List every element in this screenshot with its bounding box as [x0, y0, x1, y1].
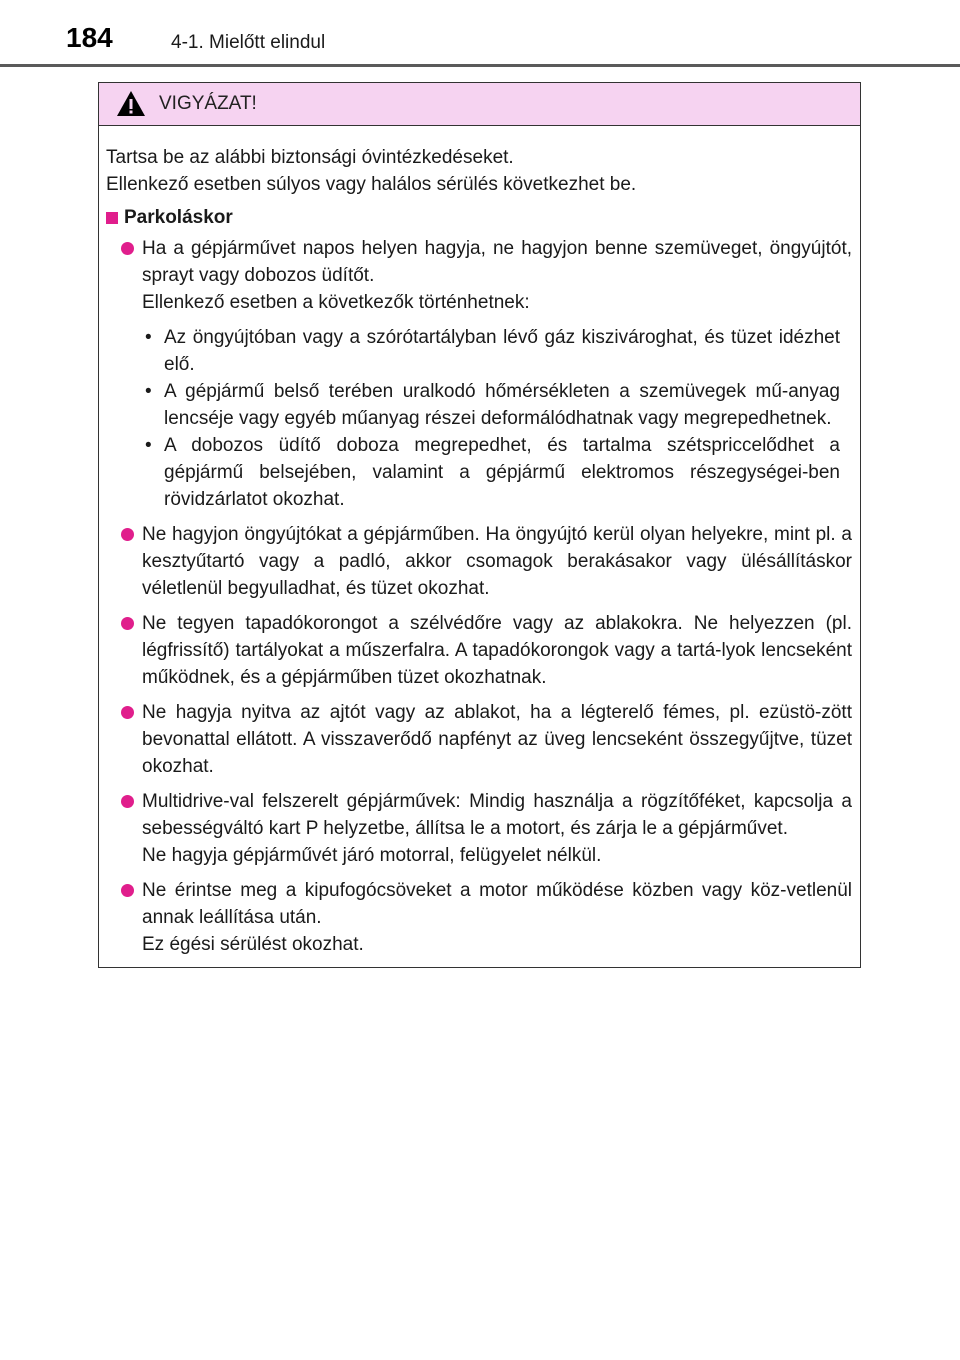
round-bullet-icon	[121, 795, 134, 808]
caution-intro	[106, 144, 852, 198]
intro-line-1: Tartsa be az alábbi biztonsági óvintézkedéseket.	[106, 147, 514, 168]
caution-title: VIGYÁZAT!	[159, 93, 257, 114]
warning-triangle-icon	[116, 90, 146, 117]
list-item-text: Az öngyújtóban vagy a szórótartályban lévő gáz kiszivároghat, és tüzet idézhet elő.	[164, 327, 840, 375]
caution-item-3	[106, 610, 852, 691]
item-1-bullet-list	[142, 324, 852, 513]
item-3-text: Ne tegyen tapadókorongot a szélvédőre vagy az ablakokra. Ne helyezzen (pl. légfrissítő) tartályokat a műszerfalra. A tapadókorongok vagy a tartá-lyok lencseként működnek, és a gépjárműben tüzet okozhatnak.	[142, 613, 852, 688]
subheading	[106, 204, 852, 231]
item-5-text: Multidrive-val felszerelt gépjárművek: Mindig használja a rögzítőféket, kapcsolja a sebességváltó kart P helyzetbe, állítsa le a motort, és zárja le a gépjárművet.	[142, 791, 852, 839]
item-1-followup: Ellenkező esetben a következők történhetnek:	[142, 292, 530, 313]
list-item	[142, 324, 840, 378]
item-1-text: Ha a gépjárművet napos helyen hagyja, ne hagyjon benne szemüveget, öngyújtót, sprayt vagy dobozos üdítőt.	[142, 238, 852, 286]
caution-box	[98, 82, 861, 968]
caution-item-4	[106, 699, 852, 780]
round-bullet-icon	[121, 884, 134, 897]
item-2-text: Ne hagyjon öngyújtókat a gépjárműben. Ha öngyújtó kerül olyan helyekre, mint pl. a kesztyűtartó vagy a padló, akkor csomagok berakásakor vagy ülésállításkor véletlenül begyulladhat, és tüzet okozhat.	[142, 524, 852, 599]
caution-header	[99, 83, 860, 126]
bullet-dot-icon: •	[145, 381, 152, 402]
bullet-dot-icon: •	[145, 435, 152, 456]
round-bullet-icon	[121, 617, 134, 630]
square-bullet-icon	[106, 212, 118, 224]
round-bullet-icon	[121, 242, 134, 255]
list-item-text: A dobozos üdítő doboza megrepedhet, és tartalma szétspriccelődhet a gépjármű belsejében, valamint a gépjármű elektromos részegységei-ben rövidzárlatot okozhat.	[164, 435, 840, 510]
caution-item-6	[106, 877, 852, 958]
page-number: 184	[66, 22, 113, 53]
round-bullet-icon	[121, 706, 134, 719]
caution-item-5	[106, 788, 852, 869]
caution-body	[99, 126, 860, 958]
item-4-text: Ne hagyja nyitva az ajtót vagy az ablakot, ha a légterelő fémes, pl. ezüstö-zött bevonattal ellátott. A visszaverődő napfényt az üveg lencseként összegyűjtve, tüzet okozhat.	[142, 702, 852, 777]
round-bullet-icon	[121, 528, 134, 541]
list-item	[142, 432, 840, 513]
item-6-text: Ne érintse meg a kipufogócsöveket a motor működése közben vagy köz-vetlenül annak leállítása után.	[142, 880, 852, 928]
list-item-text: A gépjármű belső terében uralkodó hőmérsékleten a szemüvegek mű-anyag lencséje vagy egyéb műanyag részei deformálódhatnak vagy megrepedhetnek.	[164, 381, 840, 429]
intro-line-2: Ellenkező esetben súlyos vagy halálos sérülés következhet be.	[106, 174, 637, 195]
caution-item-1	[106, 235, 852, 513]
item-6-followup: Ez égési sérülést okozhat.	[142, 934, 364, 955]
list-item	[142, 378, 840, 432]
caution-item-2	[106, 521, 852, 602]
item-5-followup: Ne hagyja gépjárművét járó motorral, felügyelet nélkül.	[142, 845, 602, 866]
section-title: 4-1. Mielőtt elindul	[171, 32, 326, 53]
subheading-text: Parkoláskor	[124, 207, 233, 228]
bullet-dot-icon: •	[145, 327, 152, 348]
header-divider	[0, 64, 960, 67]
